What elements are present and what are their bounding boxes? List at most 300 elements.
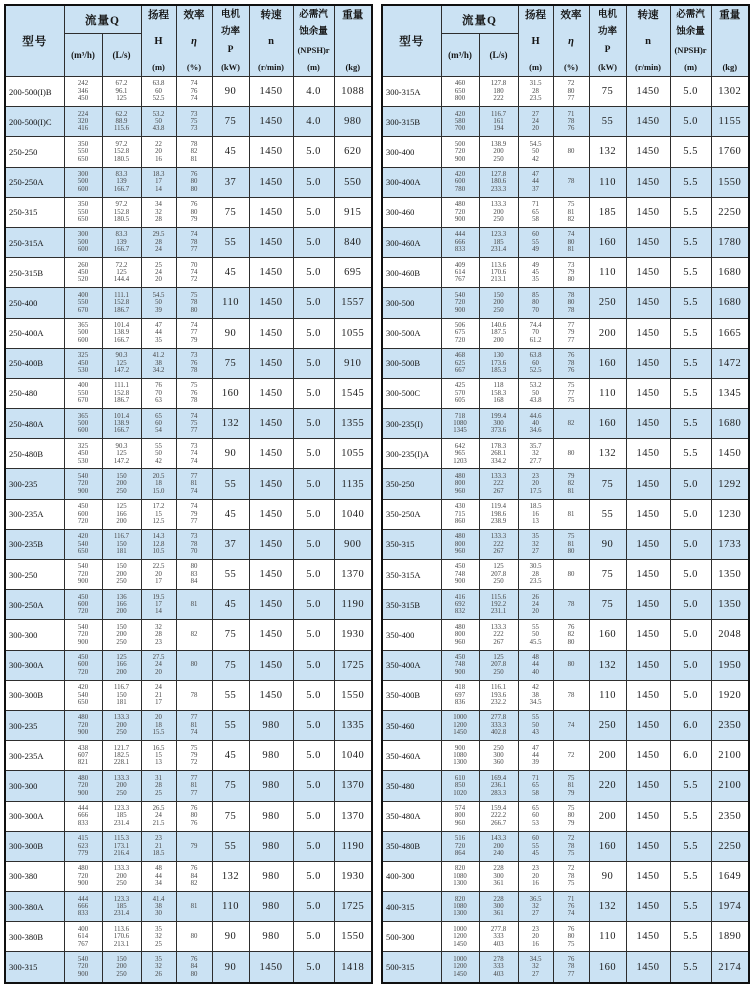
power-cell: 55: [212, 710, 249, 740]
head-cell: 60 55 45: [518, 831, 553, 861]
npsh-cell: 5.0: [293, 137, 334, 167]
flow-m3h-cell: 420 600 780: [441, 167, 479, 197]
speed-cell: 1450: [626, 741, 670, 771]
head-cell: 19.5 17 14: [141, 590, 176, 620]
npsh-cell: 5.0: [670, 620, 711, 650]
table-row: [5, 710, 372, 740]
flow-m3h-cell: 820 1080 1300: [441, 861, 479, 891]
head-cell: 23 20 16: [518, 861, 553, 891]
header-flow-ls: (L/s): [102, 34, 141, 77]
table-row: [382, 560, 749, 590]
flow-ls-cell: 178.3 268.1 334.2: [479, 439, 518, 469]
header-speed: 转速 n (r/min): [626, 5, 670, 77]
npsh-cell: 5.0: [293, 771, 334, 801]
header-speed: 转速 n (r/min): [249, 5, 293, 77]
efficiency-cell: 72 80 77: [553, 77, 589, 107]
npsh-cell: 5.5: [670, 197, 711, 227]
efficiency-cell: 76 80 75: [553, 922, 589, 952]
table-row: [5, 741, 372, 771]
npsh-cell: 5.5: [670, 922, 711, 952]
efficiency-cell: 80 83 84: [176, 560, 212, 590]
flow-ls-cell: 127.8 180 222: [479, 77, 518, 107]
weight-cell: 2048: [711, 620, 749, 650]
power-cell: 200: [589, 801, 626, 831]
speed-cell: 1450: [249, 77, 293, 107]
head-cell: 55 50 42: [141, 439, 176, 469]
header-power: 电机 功率 P (kW): [212, 5, 249, 77]
model-cell: 300-460B: [382, 258, 441, 288]
efficiency-cell: 75 76 78: [176, 378, 212, 408]
weight-cell: 1930: [334, 620, 372, 650]
header-efficiency: 效率 η (%): [176, 5, 212, 77]
table-row: [382, 258, 749, 288]
head-cell: 26.5 24 21.5: [141, 801, 176, 831]
weight-cell: 550: [334, 167, 372, 197]
flow-m3h-cell: 1000 1200 1450: [441, 710, 479, 740]
header-flow: 流量Q: [441, 5, 518, 34]
npsh-cell: 5.0: [293, 469, 334, 499]
header-flow-ls: (L/s): [479, 34, 518, 77]
flow-ls-cell: 62.2 88.9 115.6: [102, 107, 141, 137]
flow-ls-cell: 119.4 198.6 238.9: [479, 499, 518, 529]
table-row: [5, 258, 372, 288]
flow-ls-cell: 150 200 250: [102, 469, 141, 499]
flow-m3h-cell: 480 800 960: [441, 469, 479, 499]
flow-m3h-cell: 516 720 864: [441, 831, 479, 861]
power-cell: 90: [589, 529, 626, 559]
flow-ls-cell: 123.3 185 231.4: [102, 892, 141, 922]
table-row: [5, 590, 372, 620]
speed-cell: 1450: [249, 137, 293, 167]
weight-cell: 1890: [711, 922, 749, 952]
weight-cell: 1920: [711, 680, 749, 710]
table-row: [382, 348, 749, 378]
efficiency-cell: 74 80 81: [553, 227, 589, 257]
power-cell: 55: [212, 469, 249, 499]
flow-ls-cell: 133.3 200 250: [102, 710, 141, 740]
flow-ls-cell: 250 300 360: [479, 741, 518, 771]
npsh-cell: 5.5: [670, 288, 711, 318]
flow-m3h-cell: 450 748 900: [441, 650, 479, 680]
flow-ls-cell: 118 158.3 168: [479, 378, 518, 408]
npsh-cell: 5.0: [293, 680, 334, 710]
speed-cell: 1450: [249, 227, 293, 257]
head-cell: 48 44 34: [141, 861, 176, 891]
header-flow-m3h: (m³/h): [64, 34, 102, 77]
table-row: [5, 650, 372, 680]
model-cell: 300-460A: [382, 227, 441, 257]
model-cell: 350-480A: [382, 801, 441, 831]
flow-ls-cell: 278 333 403: [479, 952, 518, 983]
flow-ls-cell: 111.1 152.8 186.7: [102, 288, 141, 318]
model-cell: 400-315: [382, 892, 441, 922]
table-row: [5, 469, 372, 499]
efficiency-cell: 77 81 74: [176, 469, 212, 499]
flow-m3h-cell: 418 697 836: [441, 680, 479, 710]
efficiency-cell: 77 81 74: [176, 710, 212, 740]
flow-ls-cell: 83.3 139 166.7: [102, 227, 141, 257]
weight-cell: 1974: [711, 892, 749, 922]
efficiency-cell: 74 77 79: [176, 318, 212, 348]
weight-cell: 1040: [334, 499, 372, 529]
speed-cell: 1450: [249, 590, 293, 620]
table-row: [382, 197, 749, 227]
efficiency-cell: 74 75 77: [176, 409, 212, 439]
flow-ls-cell: 133.3 222 267: [479, 620, 518, 650]
weight-cell: 1760: [711, 137, 749, 167]
power-cell: 132: [589, 892, 626, 922]
flow-m3h-cell: 480 720 900: [64, 710, 102, 740]
speed-cell: 1450: [626, 861, 670, 891]
flow-ls-cell: 133.3 222 267: [479, 469, 518, 499]
flow-m3h-cell: 540 720 900: [64, 560, 102, 590]
model-cell: 300-235: [5, 710, 64, 740]
power-cell: 132: [589, 137, 626, 167]
weight-cell: 1345: [711, 378, 749, 408]
efficiency-cell: 75 81 79: [553, 771, 589, 801]
model-cell: 300-300: [5, 620, 64, 650]
npsh-cell: 5.0: [293, 831, 334, 861]
speed-cell: 1450: [626, 288, 670, 318]
weight-cell: 1550: [334, 680, 372, 710]
head-cell: 27.5 24 20: [141, 650, 176, 680]
header-head: 扬程 H (m): [518, 5, 553, 77]
header-model: 型号: [382, 5, 441, 77]
npsh-cell: 5.0: [293, 378, 334, 408]
speed-cell: 1450: [626, 801, 670, 831]
flow-m3h-cell: 540 720 900: [64, 469, 102, 499]
head-cell: 47 44 39: [518, 741, 553, 771]
power-cell: 160: [589, 409, 626, 439]
weight-cell: 2250: [711, 197, 749, 227]
model-cell: 300-500C: [382, 378, 441, 408]
speed-cell: 1450: [626, 318, 670, 348]
table-row: [382, 952, 749, 983]
head-cell: 76 70 63: [141, 378, 176, 408]
flow-ls-cell: 125 207.8 250: [479, 650, 518, 680]
weight-cell: 1950: [711, 650, 749, 680]
header-npsh: 必需汽 蚀余量 (NPSH)r (m): [670, 5, 711, 77]
npsh-cell: 5.0: [293, 710, 334, 740]
flow-m3h-cell: 260 450 520: [64, 258, 102, 288]
model-cell: 250-250A: [5, 167, 64, 197]
model-cell: 300-380B: [5, 922, 64, 952]
efficiency-cell: 81: [176, 590, 212, 620]
power-cell: 45: [212, 590, 249, 620]
model-cell: 350-250A: [382, 499, 441, 529]
model-cell: 350-480B: [382, 831, 441, 861]
flow-m3h-cell: 820 1080 1300: [441, 892, 479, 922]
flow-m3h-cell: 416 692 832: [441, 590, 479, 620]
efficiency-cell: 74: [553, 710, 589, 740]
speed-cell: 1450: [626, 922, 670, 952]
efficiency-cell: 81: [176, 892, 212, 922]
power-cell: 220: [589, 771, 626, 801]
head-cell: 18.3 17 14: [141, 167, 176, 197]
head-cell: 20 18 15.5: [141, 710, 176, 740]
efficiency-cell: 80: [176, 650, 212, 680]
model-cell: 350-480: [382, 771, 441, 801]
table-row: [5, 409, 372, 439]
flow-m3h-cell: 400 550 670: [64, 288, 102, 318]
model-cell: 300-400: [382, 137, 441, 167]
npsh-cell: 5.0: [670, 107, 711, 137]
speed-cell: 1450: [626, 107, 670, 137]
flow-ls-cell: 72.2 125 144.4: [102, 258, 141, 288]
npsh-cell: 5.0: [293, 560, 334, 590]
flow-ls-cell: 90.3 125 147.2: [102, 439, 141, 469]
power-cell: 185: [589, 197, 626, 227]
npsh-cell: 6.0: [670, 741, 711, 771]
weight-cell: 620: [334, 137, 372, 167]
npsh-cell: 5.0: [670, 469, 711, 499]
npsh-cell: 5.0: [293, 892, 334, 922]
flow-ls-cell: 133.3 200 250: [102, 861, 141, 891]
flow-m3h-cell: 325 450 530: [64, 348, 102, 378]
speed-cell: 980: [249, 710, 293, 740]
speed-cell: 1450: [249, 620, 293, 650]
flow-m3h-cell: 224 320 416: [64, 107, 102, 137]
model-cell: 250-315: [5, 197, 64, 227]
flow-ls-cell: 125 166 200: [102, 499, 141, 529]
power-cell: 160: [589, 831, 626, 861]
efficiency-cell: 78 82 81: [176, 137, 212, 167]
model-cell: 350-400A: [382, 650, 441, 680]
npsh-cell: 5.0: [670, 77, 711, 107]
flow-ls-cell: 116.7 150 181: [102, 680, 141, 710]
flow-m3h-cell: 540 720 900: [441, 288, 479, 318]
flow-m3h-cell: 460 650 800: [441, 77, 479, 107]
table-row: [5, 318, 372, 348]
flow-m3h-cell: 444 666 833: [64, 892, 102, 922]
power-cell: 90: [589, 861, 626, 891]
npsh-cell: 5.0: [293, 801, 334, 831]
speed-cell: 980: [249, 831, 293, 861]
model-cell: 300-380: [5, 861, 64, 891]
efficiency-cell: 75 80 79: [553, 801, 589, 831]
speed-cell: 1450: [626, 529, 670, 559]
efficiency-cell: 73 79 80: [553, 258, 589, 288]
weight-cell: 910: [334, 348, 372, 378]
power-cell: 55: [589, 499, 626, 529]
model-cell: 300-235(I): [382, 409, 441, 439]
flow-ls-cell: 133.3 200 250: [479, 197, 518, 227]
speed-cell: 1450: [249, 650, 293, 680]
flow-m3h-cell: 900 1080 1300: [441, 741, 479, 771]
table-row: [5, 499, 372, 529]
weight-cell: 1780: [711, 227, 749, 257]
model-cell: 350-400B: [382, 680, 441, 710]
header-efficiency: 效率 η (%): [553, 5, 589, 77]
weight-cell: 2250: [711, 831, 749, 861]
npsh-cell: 5.0: [293, 650, 334, 680]
header-weight: 重量 (kg): [334, 5, 372, 77]
speed-cell: 1450: [249, 469, 293, 499]
npsh-cell: 5.5: [670, 378, 711, 408]
header-power: 电机 功率 P (kW): [589, 5, 626, 77]
head-cell: 47 44 35: [141, 318, 176, 348]
weight-cell: 1418: [334, 952, 372, 983]
model-cell: 200-500(I)C: [5, 107, 64, 137]
flow-ls-cell: 143.3 200 240: [479, 831, 518, 861]
speed-cell: 1450: [626, 892, 670, 922]
efficiency-cell: 70 74 72: [176, 258, 212, 288]
weight-cell: 2174: [711, 952, 749, 983]
npsh-cell: 5.5: [670, 952, 711, 983]
speed-cell: 1450: [249, 348, 293, 378]
flow-m3h-cell: 444 666 833: [441, 227, 479, 257]
weight-cell: 1680: [711, 288, 749, 318]
model-cell: 300-235: [5, 469, 64, 499]
flow-ls-cell: 150 200 250: [102, 620, 141, 650]
flow-m3h-cell: 365 500 600: [64, 318, 102, 348]
flow-ls-cell: 133.3 222 267: [479, 529, 518, 559]
table-row: [382, 107, 749, 137]
flow-ls-cell: 169.4 236.1 283.3: [479, 771, 518, 801]
model-cell: 200-500(I)B: [5, 77, 64, 107]
flow-ls-cell: 123.3 185 231.4: [102, 801, 141, 831]
head-cell: 25 24 20: [141, 258, 176, 288]
weight-cell: 1550: [334, 922, 372, 952]
head-cell: 54.5 50 42: [518, 137, 553, 167]
power-cell: 110: [589, 680, 626, 710]
flow-m3h-cell: 400 550 670: [64, 378, 102, 408]
flow-m3h-cell: 480 800 960: [441, 529, 479, 559]
efficiency-cell: 76 78 77: [553, 952, 589, 983]
speed-cell: 1450: [626, 590, 670, 620]
power-cell: 55: [589, 107, 626, 137]
speed-cell: 1450: [626, 771, 670, 801]
table-row: [5, 348, 372, 378]
power-cell: 110: [589, 378, 626, 408]
header-npsh: 必需汽 蚀余量 (NPSH)r (m): [293, 5, 334, 77]
npsh-cell: 5.0: [293, 318, 334, 348]
weight-cell: 1680: [711, 409, 749, 439]
power-cell: 90: [212, 439, 249, 469]
table-row: [5, 107, 372, 137]
weight-cell: 1088: [334, 77, 372, 107]
flow-ls-cell: 101.4 138.9 166.7: [102, 318, 141, 348]
flow-ls-cell: 101.4 138.9 166.7: [102, 409, 141, 439]
npsh-cell: 5.0: [293, 197, 334, 227]
table-body: [382, 77, 749, 983]
power-cell: 45: [212, 741, 249, 771]
speed-cell: 980: [249, 771, 293, 801]
power-cell: 160: [589, 348, 626, 378]
power-cell: 75: [589, 560, 626, 590]
table-row: [382, 771, 749, 801]
head-cell: 55 50 43: [518, 710, 553, 740]
efficiency-cell: 82: [553, 409, 589, 439]
efficiency-cell: 75 78 80: [176, 288, 212, 318]
speed-cell: 1450: [626, 378, 670, 408]
efficiency-cell: 76 80 76: [176, 801, 212, 831]
flow-ls-cell: 228 300 361: [479, 861, 518, 891]
head-cell: 35.7 32 27.7: [518, 439, 553, 469]
power-cell: 55: [212, 831, 249, 861]
weight-cell: 1055: [334, 439, 372, 469]
flow-ls-cell: 83.3 139 166.7: [102, 167, 141, 197]
efficiency-cell: 79: [176, 831, 212, 861]
flow-m3h-cell: 400 614 767: [64, 922, 102, 952]
efficiency-cell: 76 80 79: [176, 197, 212, 227]
speed-cell: 980: [249, 741, 293, 771]
head-cell: 22.5 20 17: [141, 560, 176, 590]
model-cell: 300-500: [382, 288, 441, 318]
flow-ls-cell: 150 200 250: [479, 288, 518, 318]
head-cell: 22 20 16: [141, 137, 176, 167]
efficiency-cell: 80: [553, 560, 589, 590]
table-row: [5, 137, 372, 167]
head-cell: 17.2 15 12.5: [141, 499, 176, 529]
head-cell: 23 21 18.5: [141, 831, 176, 861]
head-cell: 20.5 18 15.0: [141, 469, 176, 499]
model-cell: 300-400A: [382, 167, 441, 197]
flow-ls-cell: 115.6 192.2 231.1: [479, 590, 518, 620]
efficiency-cell: 79 82 81: [553, 469, 589, 499]
weight-cell: 1725: [334, 892, 372, 922]
npsh-cell: 4.0: [293, 107, 334, 137]
weight-cell: 1665: [711, 318, 749, 348]
speed-cell: 1450: [626, 560, 670, 590]
head-cell: 65 60 53: [518, 801, 553, 831]
speed-cell: 1450: [626, 499, 670, 529]
npsh-cell: 5.5: [670, 227, 711, 257]
table-row: [5, 439, 372, 469]
flow-ls-cell: 159.4 222.2 266.7: [479, 801, 518, 831]
npsh-cell: 5.0: [293, 529, 334, 559]
npsh-cell: 5.0: [293, 348, 334, 378]
head-cell: 35 32 27: [518, 529, 553, 559]
efficiency-cell: 80: [553, 650, 589, 680]
model-cell: 300-315A: [382, 77, 441, 107]
efficiency-cell: 75 81 80: [553, 529, 589, 559]
speed-cell: 1450: [626, 167, 670, 197]
table-row: [382, 439, 749, 469]
table-row: [382, 409, 749, 439]
power-cell: 110: [589, 258, 626, 288]
flow-ls-cell: 115.3 173.1 216.4: [102, 831, 141, 861]
table-row: [5, 167, 372, 197]
weight-cell: 2350: [711, 710, 749, 740]
flow-m3h-cell: 325 450 530: [64, 439, 102, 469]
flow-m3h-cell: 468 625 667: [441, 348, 479, 378]
head-cell: 23 20 16: [518, 922, 553, 952]
head-cell: 27 24 20: [518, 107, 553, 137]
head-cell: 36.5 32 27: [518, 892, 553, 922]
model-cell: 250-480B: [5, 439, 64, 469]
power-cell: 90: [212, 952, 249, 983]
flow-ls-cell: 228 300 361: [479, 892, 518, 922]
npsh-cell: 5.5: [670, 318, 711, 348]
power-cell: 132: [589, 439, 626, 469]
speed-cell: 1450: [626, 137, 670, 167]
flow-ls-cell: 277.8 333 403: [479, 922, 518, 952]
npsh-cell: 5.0: [293, 227, 334, 257]
table-body: [5, 77, 372, 983]
efficiency-cell: 76 84 80: [176, 952, 212, 983]
head-cell: 23 20 17.5: [518, 469, 553, 499]
speed-cell: 1450: [626, 258, 670, 288]
npsh-cell: 5.0: [670, 650, 711, 680]
npsh-cell: 5.5: [670, 801, 711, 831]
efficiency-cell: 80: [553, 137, 589, 167]
head-cell: 35 32 26: [141, 952, 176, 983]
efficiency-cell: 72 78 75: [553, 831, 589, 861]
efficiency-cell: 80: [176, 922, 212, 952]
flow-m3h-cell: 415 623 779: [64, 831, 102, 861]
table-row: [382, 590, 749, 620]
